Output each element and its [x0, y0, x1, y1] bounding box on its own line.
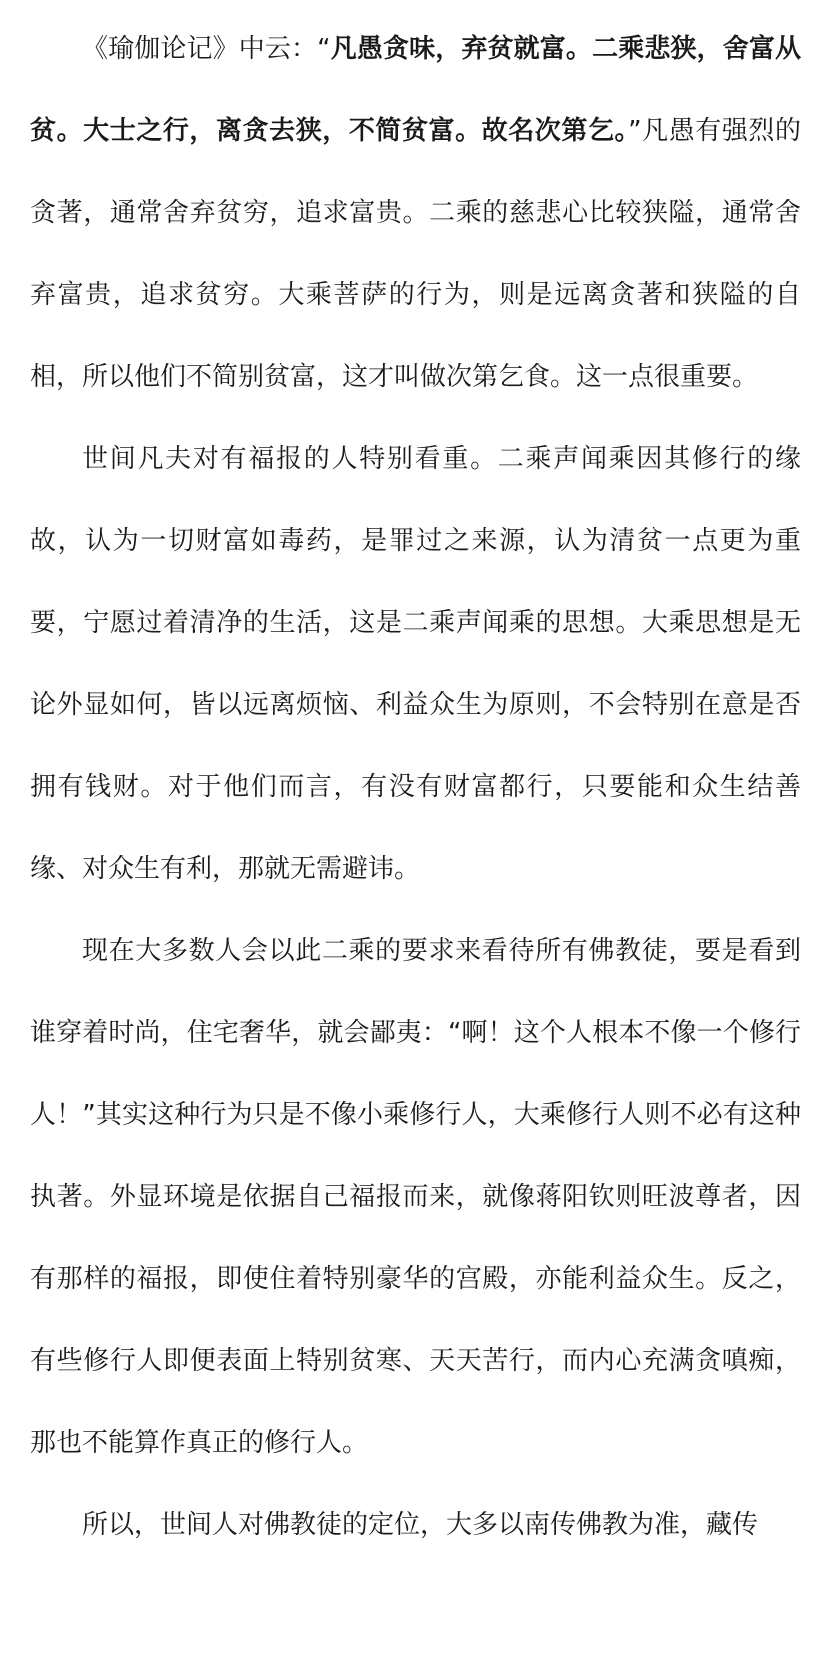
- paragraph-worldly-view: [30, 418, 801, 910]
- paragraph-text: 现在大多数人会以此二乘的要求来看待所有佛教徒，要是看到谁穿着时尚，住宅奢华，就会鄙夷：“啊！这个人根本不像一个修行人！”其实这种行为只是不像小乘修行人，大乘修行人则不必有这种执著。外显环境是依据自己福报而来，就像蒋阳钦则旺波尊者，因有那样的福报，即使住着特别豪华的宫殿，亦能利益众生。反之，有些修行人即便表面上特别贫寒、天天苦行，而内心充满贪嗔痴，那也不能算作真正的修行人。: [30, 936, 801, 1458]
- paragraph-conclusion: [30, 1484, 801, 1566]
- quote-commentary-text: ”凡愚有强烈的贪著，通常舍弃贫穷，追求富贵。二乘的慈悲心比较狭隘，通常舍弃富贵，追求贫穷。大乘菩萨的行为，则是远离贪著和狭隘的自相，所以他们不简别贫富，这才叫做次第乞食。这一点很重要。: [30, 116, 801, 392]
- paragraph-modern-view: [30, 910, 801, 1484]
- paragraph-text: 世间凡夫对有福报的人特别看重。二乘声闻乘因其修行的缘故，认为一切财富如毒药，是罪过之来源，认为清贫一点更为重要，宁愿过着清净的生活，这是二乘声闻乘的思想。大乘思想是无论外显如何，皆以远离烦恼、利益众生为原则，不会特别在意是否拥有钱财。对于他们而言，有没有财富都行，只要能和众生结善缘、对众生有利，那就无需避讳。: [30, 444, 801, 884]
- paragraph-yoga-quote: [30, 8, 801, 418]
- quote-intro-text: 《瑜伽论记》中云：“: [82, 34, 331, 64]
- paragraph-text: 所以，世间人对佛教徒的定位，大多以南传佛教为准，藏传: [82, 1510, 759, 1540]
- quote-bold-text: 凡愚贪味，弃贫就富。二乘悲狭，舍富从贫。大士之行，离贪去狭，不简贫富。故名次第乞。: [30, 34, 801, 146]
